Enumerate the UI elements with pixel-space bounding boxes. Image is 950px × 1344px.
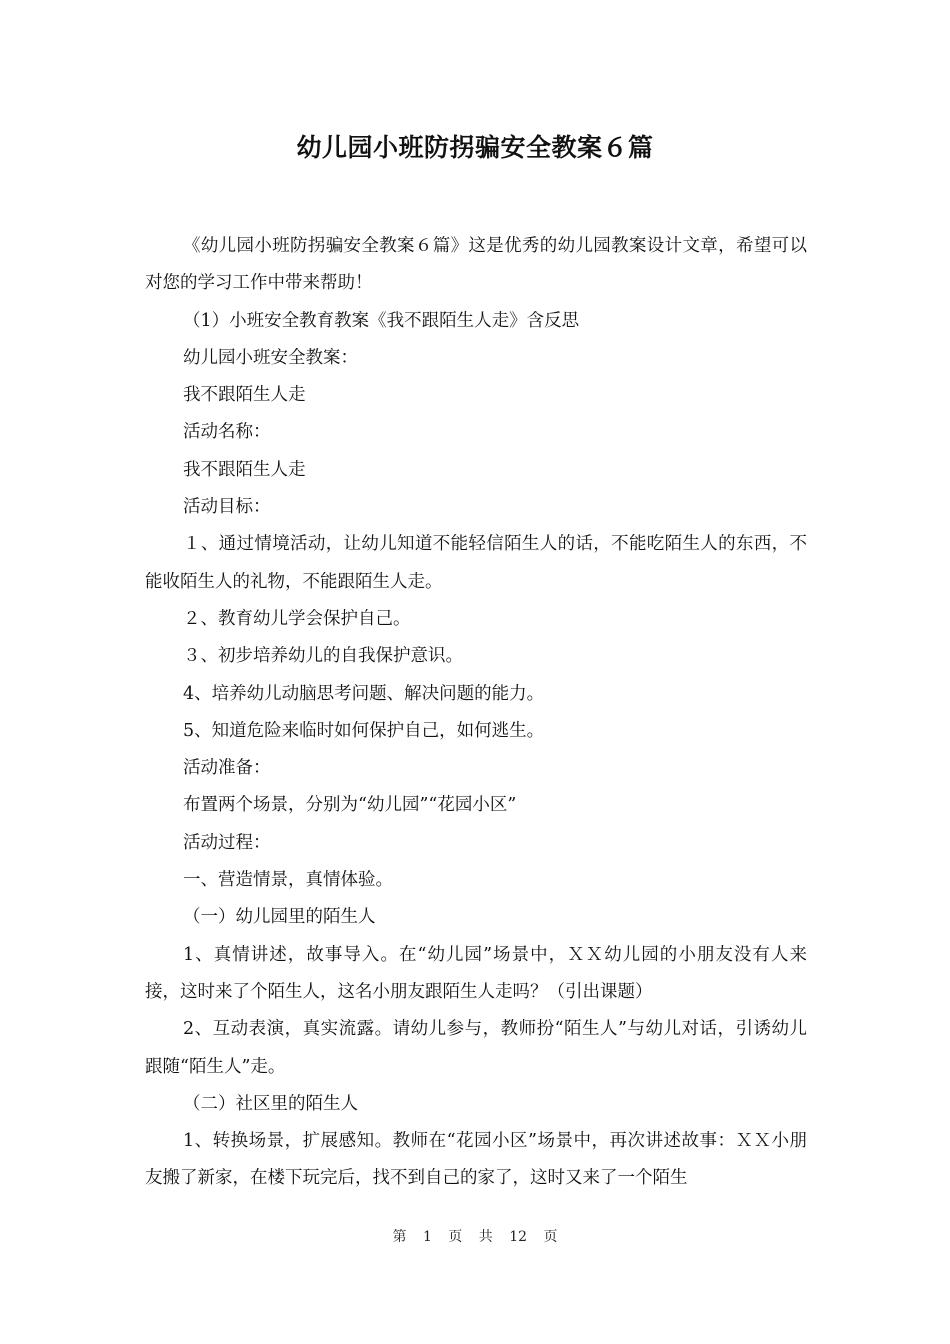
goal-item: １、通过情境活动，让幼儿知道不能轻信陌生人的话，不能吃陌生人的东西，不能收陌生人的礼物，不能跟陌生人走。 — [145, 534, 807, 592]
paragraph: 2、互动表演，真实流露。请幼儿参与，教师扮“陌生人”与幼儿对话，引诱幼儿跟随“陌生人”走。 — [145, 1019, 807, 1077]
goal-item: 5、知道危险来临时如何保护自己，如何逃生。 — [183, 720, 545, 741]
paragraph: 1、转换场景，扩展感知。教师在“花园小区”场景中，再次讲述故事：ＸＸ小朋友搬了新家，在楼下玩完后，找不到自己的家了，这时又来了一个陌生 — [145, 1131, 807, 1189]
paragraph: 我不跟陌生人走 — [183, 459, 306, 480]
goal-item: ２、教育幼儿学会保护自己。 — [183, 608, 411, 629]
paragraph: 布置两个场景，分别为“幼儿园”“花园小区” — [183, 795, 517, 816]
document-title: 幼儿园小班防拐骗安全教案６篇 — [296, 133, 654, 162]
goal-item: 4、培养幼儿动脑思考问题、解决问题的能力。 — [183, 683, 545, 704]
goal-item: ３、初步培养幼儿的自我保护意识。 — [183, 646, 463, 667]
paragraph: 一、营造情景，真情体验。 — [183, 870, 393, 891]
document-body — [145, 228, 807, 1198]
paragraph: 活动过程： — [183, 832, 271, 853]
paragraph: （二）社区里的陌生人 — [183, 1093, 358, 1114]
paragraph: 活动准备： — [183, 758, 271, 779]
paragraph: 1、真情讲述，故事导入。在“幼儿园”场景中，ＸＸ幼儿园的小朋友没有人来接，这时来了个陌生人，这名小朋友跟陌生人走吗？（引出课题） — [145, 944, 807, 1002]
paragraph: 我不跟陌生人走 — [183, 385, 306, 406]
paragraph: 活动名称： — [183, 422, 271, 443]
paragraph: 幼儿园小班安全教案： — [183, 347, 358, 368]
paragraph: 活动目标： — [183, 497, 271, 518]
paragraph: （一）幼儿园里的陌生人 — [183, 907, 376, 928]
paragraph-intro: 《幼儿园小班防拐骗安全教案６篇》这是优秀的幼儿园教案设计文章，希望可以对您的学习工作中带来帮助！ — [145, 236, 807, 294]
paragraph-section-heading: （1）小班安全教育教案《我不跟陌生人走》含反思 — [183, 310, 580, 331]
page-footer: 第 1 页 共 12 页 — [392, 1229, 558, 1245]
